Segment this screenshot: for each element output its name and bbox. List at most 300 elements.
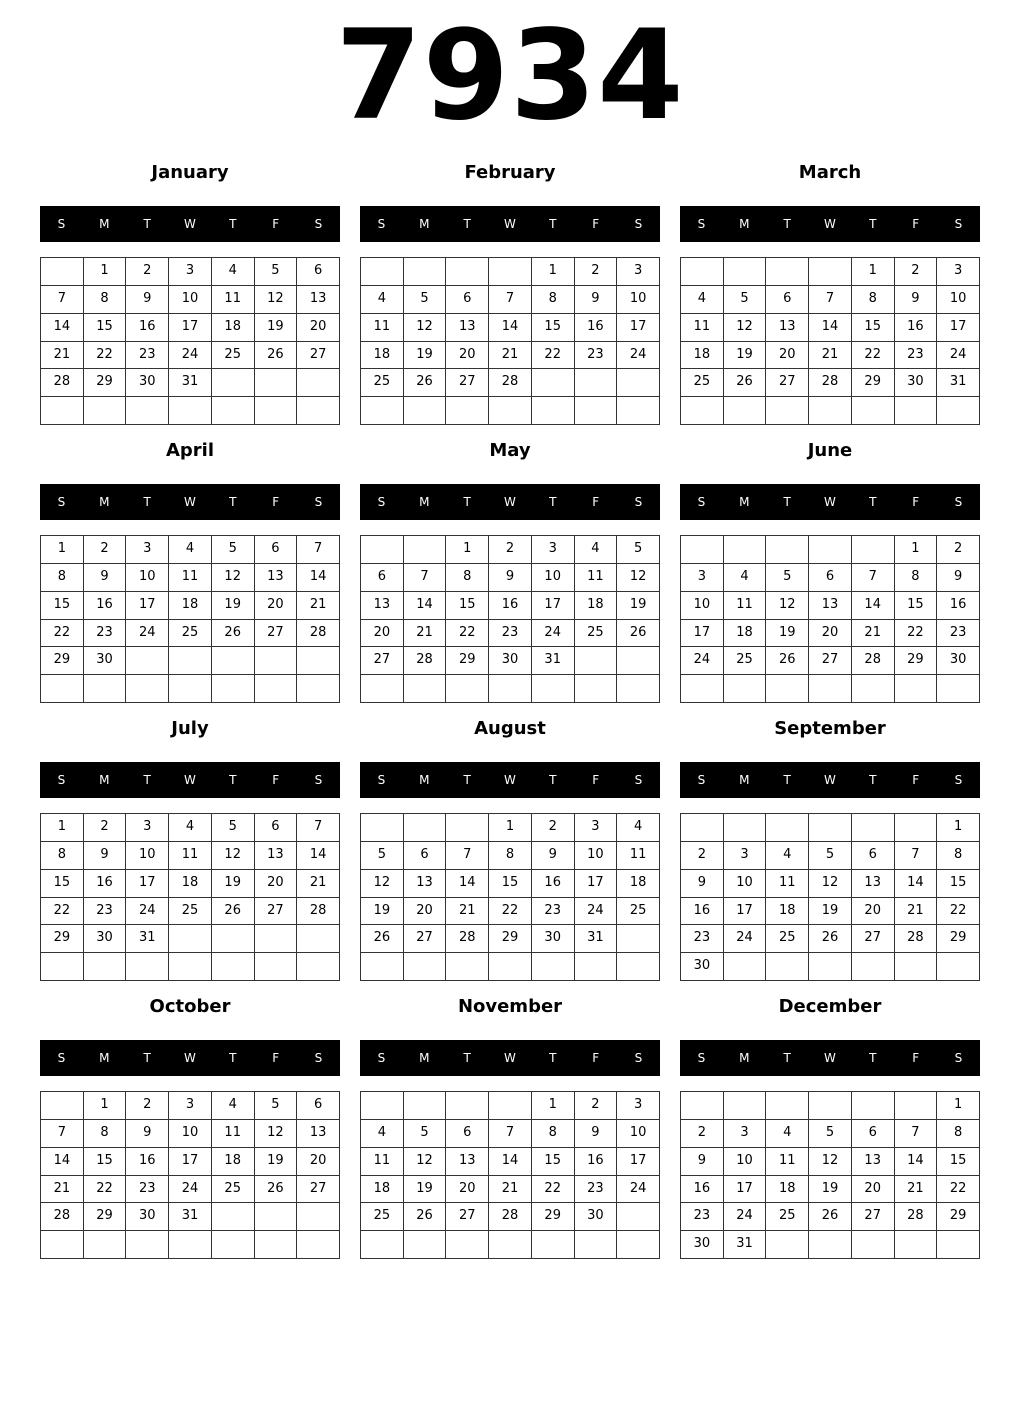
month-name: April bbox=[165, 440, 215, 461]
day-cell: 2 bbox=[126, 1092, 169, 1120]
day-cell: 30 bbox=[681, 953, 724, 981]
day-cell: 16 bbox=[126, 314, 169, 342]
day-cell: 3 bbox=[575, 814, 618, 842]
day-cell: 26 bbox=[766, 647, 809, 675]
day-cell: 27 bbox=[809, 647, 852, 675]
day-cell: 9 bbox=[575, 286, 618, 314]
day-cell: 4 bbox=[169, 814, 212, 842]
day-cell: 14 bbox=[489, 1148, 532, 1176]
day-cell: 28 bbox=[41, 369, 84, 397]
weekday-label: S bbox=[634, 773, 643, 787]
day-cell: 9 bbox=[84, 564, 127, 592]
weekday-label: S bbox=[697, 1051, 706, 1065]
day-cell: 12 bbox=[404, 314, 447, 342]
day-cell: 16 bbox=[937, 592, 980, 620]
day-cell: 15 bbox=[532, 314, 575, 342]
weekday-label: W bbox=[184, 217, 196, 231]
weekday-label: W bbox=[184, 495, 196, 509]
weekday-label: T bbox=[869, 1051, 877, 1065]
day-cell: 30 bbox=[937, 647, 980, 675]
weekday-label: M bbox=[419, 217, 430, 231]
day-cell: 30 bbox=[681, 1231, 724, 1259]
day-cell: 25 bbox=[361, 369, 404, 397]
empty-day-cell bbox=[255, 1203, 298, 1231]
day-cell: 23 bbox=[937, 620, 980, 648]
day-cell: 29 bbox=[937, 1203, 980, 1231]
day-cell: 11 bbox=[766, 1148, 809, 1176]
day-cell: 11 bbox=[169, 564, 212, 592]
day-cell: 12 bbox=[404, 1148, 447, 1176]
weekday-label: F bbox=[912, 495, 920, 509]
day-cell: 4 bbox=[361, 1120, 404, 1148]
empty-day-cell bbox=[895, 1092, 938, 1120]
day-cell: 12 bbox=[255, 1120, 298, 1148]
day-cell: 26 bbox=[404, 369, 447, 397]
day-cell: 25 bbox=[681, 369, 724, 397]
day-cell: 19 bbox=[361, 898, 404, 926]
day-cell: 28 bbox=[809, 369, 852, 397]
day-cell: 23 bbox=[126, 342, 169, 370]
day-cell: 8 bbox=[84, 286, 127, 314]
weekday-label: S bbox=[377, 217, 386, 231]
day-cell: 22 bbox=[937, 1176, 980, 1204]
day-cell: 24 bbox=[937, 342, 980, 370]
empty-day-cell bbox=[404, 1092, 447, 1120]
day-grid bbox=[40, 535, 340, 703]
weekday-label: S bbox=[954, 1051, 963, 1065]
day-cell: 20 bbox=[809, 620, 852, 648]
day-cell: 10 bbox=[575, 842, 618, 870]
day-cell: 12 bbox=[724, 314, 767, 342]
day-cell: 13 bbox=[297, 286, 340, 314]
empty-day-cell bbox=[169, 925, 212, 953]
empty-day-cell bbox=[446, 953, 489, 981]
weekday-label: M bbox=[739, 1051, 750, 1065]
empty-day-cell bbox=[617, 397, 660, 425]
day-cell: 1 bbox=[532, 1092, 575, 1120]
day-cell: 22 bbox=[937, 898, 980, 926]
day-cell: 5 bbox=[809, 1120, 852, 1148]
weekday-label: S bbox=[697, 217, 706, 231]
day-cell: 29 bbox=[446, 647, 489, 675]
day-cell: 2 bbox=[126, 258, 169, 286]
empty-day-cell bbox=[724, 258, 767, 286]
empty-day-cell bbox=[681, 675, 724, 703]
day-cell: 19 bbox=[404, 1176, 447, 1204]
day-grid bbox=[680, 813, 980, 981]
weekday-header bbox=[360, 1040, 660, 1076]
empty-day-cell bbox=[575, 397, 618, 425]
weekday-header bbox=[360, 484, 660, 520]
day-cell: 12 bbox=[809, 1148, 852, 1176]
day-cell: 1 bbox=[852, 258, 895, 286]
weekday-label: M bbox=[99, 217, 110, 231]
day-cell: 28 bbox=[489, 369, 532, 397]
day-cell: 13 bbox=[404, 870, 447, 898]
weekday-label: M bbox=[739, 217, 750, 231]
weekday-label: F bbox=[272, 1051, 280, 1065]
day-cell: 24 bbox=[169, 342, 212, 370]
empty-day-cell bbox=[446, 258, 489, 286]
day-cell: 27 bbox=[297, 342, 340, 370]
empty-day-cell bbox=[937, 675, 980, 703]
day-cell: 25 bbox=[575, 620, 618, 648]
day-cell: 11 bbox=[681, 314, 724, 342]
empty-day-cell bbox=[255, 369, 298, 397]
empty-day-cell bbox=[532, 369, 575, 397]
day-cell: 18 bbox=[766, 898, 809, 926]
day-cell: 31 bbox=[937, 369, 980, 397]
day-grid bbox=[360, 535, 660, 703]
day-cell: 16 bbox=[575, 314, 618, 342]
day-cell: 19 bbox=[404, 342, 447, 370]
weekday-label: S bbox=[314, 1051, 323, 1065]
weekday-header bbox=[40, 484, 340, 520]
empty-day-cell bbox=[681, 1092, 724, 1120]
empty-day-cell bbox=[446, 1092, 489, 1120]
day-cell: 3 bbox=[724, 842, 767, 870]
empty-day-cell bbox=[489, 953, 532, 981]
day-grid bbox=[360, 813, 660, 981]
empty-day-cell bbox=[681, 536, 724, 564]
empty-day-cell bbox=[212, 397, 255, 425]
empty-day-cell bbox=[617, 925, 660, 953]
day-grid bbox=[40, 1091, 340, 1259]
day-cell: 24 bbox=[681, 647, 724, 675]
weekday-label: S bbox=[954, 217, 963, 231]
empty-day-cell bbox=[809, 258, 852, 286]
day-cell: 5 bbox=[724, 286, 767, 314]
empty-day-cell bbox=[41, 1092, 84, 1120]
weekday-label: S bbox=[57, 773, 66, 787]
weekday-header bbox=[40, 762, 340, 798]
day-cell: 19 bbox=[212, 870, 255, 898]
day-cell: 9 bbox=[681, 870, 724, 898]
day-cell: 5 bbox=[617, 536, 660, 564]
day-cell: 13 bbox=[852, 870, 895, 898]
empty-day-cell bbox=[169, 1231, 212, 1259]
weekday-label: F bbox=[912, 217, 920, 231]
weekday-label: T bbox=[463, 495, 471, 509]
empty-day-cell bbox=[937, 1231, 980, 1259]
day-cell: 13 bbox=[361, 592, 404, 620]
empty-day-cell bbox=[852, 953, 895, 981]
empty-day-cell bbox=[852, 814, 895, 842]
weekday-label: T bbox=[869, 495, 877, 509]
day-cell: 29 bbox=[84, 369, 127, 397]
day-cell: 15 bbox=[852, 314, 895, 342]
day-cell: 18 bbox=[361, 1176, 404, 1204]
empty-day-cell bbox=[169, 953, 212, 981]
day-cell: 7 bbox=[41, 1120, 84, 1148]
day-cell: 30 bbox=[489, 647, 532, 675]
weekday-label: S bbox=[57, 495, 66, 509]
month-name: March bbox=[798, 162, 862, 183]
day-cell: 16 bbox=[895, 314, 938, 342]
day-cell: 4 bbox=[361, 286, 404, 314]
empty-day-cell bbox=[212, 1203, 255, 1231]
weekday-label: T bbox=[229, 773, 237, 787]
day-cell: 22 bbox=[84, 342, 127, 370]
weekday-label: S bbox=[634, 1051, 643, 1065]
empty-day-cell bbox=[617, 1203, 660, 1231]
empty-day-cell bbox=[446, 675, 489, 703]
empty-day-cell bbox=[361, 1092, 404, 1120]
day-cell: 19 bbox=[212, 592, 255, 620]
day-cell: 5 bbox=[404, 286, 447, 314]
day-cell: 12 bbox=[809, 870, 852, 898]
empty-day-cell bbox=[617, 1231, 660, 1259]
day-cell: 14 bbox=[297, 564, 340, 592]
day-cell: 24 bbox=[617, 342, 660, 370]
empty-day-cell bbox=[766, 814, 809, 842]
empty-day-cell bbox=[809, 814, 852, 842]
day-cell: 6 bbox=[766, 286, 809, 314]
empty-day-cell bbox=[126, 675, 169, 703]
empty-day-cell bbox=[126, 397, 169, 425]
day-cell: 7 bbox=[489, 1120, 532, 1148]
day-cell: 13 bbox=[809, 592, 852, 620]
weekday-label: M bbox=[419, 495, 430, 509]
weekday-header bbox=[360, 762, 660, 798]
empty-day-cell bbox=[297, 647, 340, 675]
day-cell: 6 bbox=[297, 1092, 340, 1120]
day-cell: 21 bbox=[489, 1176, 532, 1204]
day-cell: 31 bbox=[126, 925, 169, 953]
day-cell: 20 bbox=[446, 342, 489, 370]
empty-day-cell bbox=[361, 397, 404, 425]
day-cell: 28 bbox=[297, 620, 340, 648]
day-cell: 17 bbox=[724, 1176, 767, 1204]
day-cell: 11 bbox=[169, 842, 212, 870]
empty-day-cell bbox=[297, 925, 340, 953]
day-cell: 10 bbox=[169, 1120, 212, 1148]
day-cell: 1 bbox=[41, 536, 84, 564]
empty-day-cell bbox=[895, 1231, 938, 1259]
empty-day-cell bbox=[489, 258, 532, 286]
day-cell: 28 bbox=[489, 1203, 532, 1231]
empty-day-cell bbox=[617, 647, 660, 675]
weekday-label: T bbox=[463, 773, 471, 787]
day-cell: 27 bbox=[297, 1176, 340, 1204]
day-cell: 21 bbox=[895, 1176, 938, 1204]
weekday-label: M bbox=[99, 773, 110, 787]
day-cell: 8 bbox=[532, 286, 575, 314]
empty-day-cell bbox=[169, 647, 212, 675]
day-cell: 13 bbox=[446, 314, 489, 342]
day-cell: 8 bbox=[937, 842, 980, 870]
day-cell: 8 bbox=[937, 1120, 980, 1148]
empty-day-cell bbox=[532, 1231, 575, 1259]
day-cell: 25 bbox=[212, 342, 255, 370]
day-cell: 19 bbox=[617, 592, 660, 620]
day-cell: 17 bbox=[937, 314, 980, 342]
day-cell: 18 bbox=[212, 314, 255, 342]
weekday-label: F bbox=[592, 773, 600, 787]
day-cell: 31 bbox=[532, 647, 575, 675]
day-cell: 5 bbox=[809, 842, 852, 870]
day-cell: 26 bbox=[404, 1203, 447, 1231]
empty-day-cell bbox=[575, 1231, 618, 1259]
day-cell: 6 bbox=[446, 1120, 489, 1148]
month-name: September bbox=[774, 718, 886, 739]
empty-day-cell bbox=[297, 397, 340, 425]
day-cell: 23 bbox=[532, 898, 575, 926]
day-cell: 1 bbox=[41, 814, 84, 842]
empty-day-cell bbox=[255, 953, 298, 981]
day-cell: 29 bbox=[41, 647, 84, 675]
day-cell: 1 bbox=[84, 258, 127, 286]
empty-day-cell bbox=[169, 397, 212, 425]
weekday-label: F bbox=[912, 1051, 920, 1065]
day-cell: 7 bbox=[404, 564, 447, 592]
day-cell: 21 bbox=[297, 592, 340, 620]
day-cell: 4 bbox=[617, 814, 660, 842]
day-cell: 5 bbox=[212, 536, 255, 564]
empty-day-cell bbox=[724, 814, 767, 842]
day-cell: 22 bbox=[489, 898, 532, 926]
day-cell: 1 bbox=[84, 1092, 127, 1120]
day-grid bbox=[680, 257, 980, 425]
day-cell: 9 bbox=[489, 564, 532, 592]
weekday-label: M bbox=[99, 495, 110, 509]
day-cell: 7 bbox=[489, 286, 532, 314]
day-cell: 2 bbox=[532, 814, 575, 842]
empty-day-cell bbox=[41, 397, 84, 425]
day-cell: 18 bbox=[361, 342, 404, 370]
day-cell: 15 bbox=[532, 1148, 575, 1176]
day-cell: 26 bbox=[212, 620, 255, 648]
day-cell: 28 bbox=[297, 898, 340, 926]
empty-day-cell bbox=[212, 369, 255, 397]
day-cell: 21 bbox=[809, 342, 852, 370]
empty-day-cell bbox=[404, 536, 447, 564]
weekday-label: S bbox=[377, 495, 386, 509]
day-cell: 14 bbox=[404, 592, 447, 620]
day-cell: 10 bbox=[169, 286, 212, 314]
day-cell: 21 bbox=[852, 620, 895, 648]
day-cell: 1 bbox=[489, 814, 532, 842]
day-cell: 21 bbox=[297, 870, 340, 898]
day-cell: 25 bbox=[169, 620, 212, 648]
weekday-label: W bbox=[824, 1051, 836, 1065]
empty-day-cell bbox=[297, 1203, 340, 1231]
day-cell: 20 bbox=[404, 898, 447, 926]
day-cell: 6 bbox=[852, 1120, 895, 1148]
empty-day-cell bbox=[212, 675, 255, 703]
day-cell: 6 bbox=[404, 842, 447, 870]
day-cell: 18 bbox=[617, 870, 660, 898]
day-cell: 30 bbox=[575, 1203, 618, 1231]
weekday-label: T bbox=[463, 1051, 471, 1065]
day-cell: 24 bbox=[575, 898, 618, 926]
day-cell: 30 bbox=[126, 369, 169, 397]
empty-day-cell bbox=[809, 397, 852, 425]
empty-day-cell bbox=[937, 397, 980, 425]
empty-day-cell bbox=[255, 647, 298, 675]
day-cell: 5 bbox=[212, 814, 255, 842]
day-cell: 30 bbox=[84, 647, 127, 675]
day-grid bbox=[40, 257, 340, 425]
day-cell: 1 bbox=[937, 814, 980, 842]
empty-day-cell bbox=[489, 1231, 532, 1259]
empty-day-cell bbox=[895, 953, 938, 981]
weekday-label: F bbox=[272, 773, 280, 787]
day-cell: 21 bbox=[895, 898, 938, 926]
day-cell: 10 bbox=[617, 286, 660, 314]
empty-day-cell bbox=[724, 536, 767, 564]
day-cell: 26 bbox=[255, 1176, 298, 1204]
weekday-label: T bbox=[783, 1051, 791, 1065]
day-cell: 23 bbox=[575, 342, 618, 370]
empty-day-cell bbox=[617, 675, 660, 703]
month-name: December bbox=[778, 996, 882, 1017]
empty-day-cell bbox=[532, 953, 575, 981]
weekday-label: M bbox=[739, 773, 750, 787]
empty-day-cell bbox=[766, 397, 809, 425]
empty-day-cell bbox=[766, 675, 809, 703]
day-cell: 14 bbox=[41, 314, 84, 342]
day-cell: 31 bbox=[169, 369, 212, 397]
day-cell: 5 bbox=[255, 1092, 298, 1120]
empty-day-cell bbox=[766, 953, 809, 981]
day-cell: 24 bbox=[724, 1203, 767, 1231]
day-cell: 11 bbox=[361, 314, 404, 342]
day-cell: 26 bbox=[809, 925, 852, 953]
weekday-header bbox=[680, 206, 980, 242]
day-cell: 3 bbox=[169, 1092, 212, 1120]
day-cell: 12 bbox=[212, 564, 255, 592]
day-cell: 10 bbox=[126, 564, 169, 592]
day-cell: 25 bbox=[361, 1203, 404, 1231]
day-cell: 22 bbox=[532, 342, 575, 370]
day-cell: 9 bbox=[532, 842, 575, 870]
day-cell: 27 bbox=[404, 925, 447, 953]
empty-day-cell bbox=[41, 675, 84, 703]
day-cell: 4 bbox=[212, 258, 255, 286]
day-cell: 18 bbox=[169, 592, 212, 620]
empty-day-cell bbox=[681, 814, 724, 842]
weekday-label: T bbox=[783, 495, 791, 509]
day-cell: 16 bbox=[489, 592, 532, 620]
day-cell: 28 bbox=[404, 647, 447, 675]
empty-day-cell bbox=[212, 953, 255, 981]
day-cell: 29 bbox=[937, 925, 980, 953]
day-cell: 20 bbox=[852, 1176, 895, 1204]
month-name: July bbox=[171, 718, 209, 739]
day-cell: 10 bbox=[937, 286, 980, 314]
month-name: June bbox=[807, 440, 853, 461]
day-cell: 21 bbox=[446, 898, 489, 926]
weekday-header bbox=[680, 762, 980, 798]
empty-day-cell bbox=[255, 1231, 298, 1259]
day-grid bbox=[360, 1091, 660, 1259]
month-name: January bbox=[151, 162, 229, 183]
day-cell: 19 bbox=[766, 620, 809, 648]
day-cell: 6 bbox=[297, 258, 340, 286]
day-cell: 10 bbox=[724, 870, 767, 898]
weekday-label: S bbox=[697, 495, 706, 509]
weekday-header bbox=[680, 1040, 980, 1076]
day-cell: 15 bbox=[937, 1148, 980, 1176]
day-cell: 18 bbox=[212, 1148, 255, 1176]
day-cell: 7 bbox=[895, 842, 938, 870]
weekday-label: S bbox=[634, 495, 643, 509]
day-cell: 17 bbox=[126, 592, 169, 620]
day-cell: 12 bbox=[617, 564, 660, 592]
day-cell: 14 bbox=[895, 1148, 938, 1176]
empty-day-cell bbox=[361, 814, 404, 842]
